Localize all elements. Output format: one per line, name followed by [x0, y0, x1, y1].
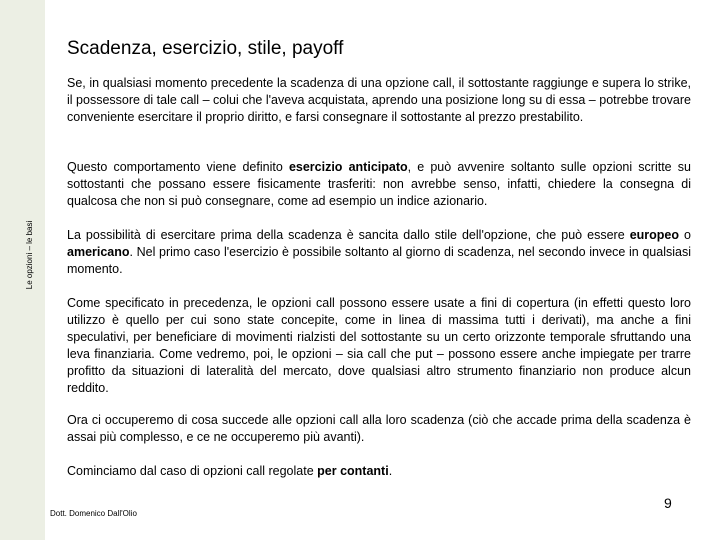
paragraph-3-text-after: . Nel primo caso l'esercizio è possibile soltanto al giorno di scadenza, nel secondo invece in qualsiasi momento.	[67, 245, 691, 276]
paragraph-3-text-before: La possibilità di esercitare prima della scadenza è sancita dallo stile dell'opzione, che può essere	[67, 228, 630, 242]
footer-author: Dott. Domenico Dall'Olio	[50, 509, 137, 518]
paragraph-3	[67, 227, 691, 278]
term-americano: americano	[67, 245, 130, 259]
paragraph-4: Come specificato in precedenza, le opzioni call possono essere usate a fini di copertura (in effetti questo loro utilizzo è quello per cui sono state concepite, come in linea di massima tutti i derivati), ma anche a fini speculativi, per beneficiare di movimenti rialzisti del sottostante su un certo orizzonte temporale sfruttando una leva finanziaria. Come vedremo, poi, le opzioni – sia call che put – possono essere anche impiegate per trarre profitto da situazioni di lateralità del mercato, dove qualsiasi altro strumento finanziario non produce alcun reddito.	[67, 296, 691, 395]
paragraph-2	[67, 159, 691, 210]
paragraph-2-text-before: Questo comportamento viene definito	[67, 160, 289, 174]
term-esercizio-anticipato: esercizio anticipato	[288, 160, 408, 174]
paragraph-5: Ora ci occuperemo di cosa succede alle opzioni call alla loro scadenza (ciò che accade prima della scadenza è assai più complesso, e ce ne occuperemo più avanti).	[67, 413, 691, 444]
slide-title: Scadenza, esercizio, stile, payoff	[67, 38, 344, 59]
section-label: Le opzioni – le basi	[25, 220, 34, 290]
paragraph-1: Se, in qualsiasi momento precedente la scadenza di una opzione call, il sottostante raggiunge e supera lo strike, il possessore di tale call – colui che l'aveva acquistata, aprendo una posizione long su di essa – potrebbe trovare conveniente esercitare il proprio diritto, e farsi consegnare il sottostante al prezzo prestabilito.	[67, 76, 691, 124]
paragraph-6	[67, 463, 691, 480]
page-number: 9	[664, 495, 672, 511]
side-band	[0, 0, 45, 540]
paragraph-6-text-after: .	[388, 464, 393, 478]
paragraph-6-text-before: Cominciamo dal caso di opzioni call regolate	[67, 464, 318, 478]
term-europeo: europeo	[629, 228, 680, 242]
term-per-contanti: per contanti	[317, 464, 389, 478]
paragraph-2-text-after: , e può avvenire soltanto sulle opzioni scritte su sottostanti che possano essere fisicamente trasferiti: non avrebbe senso, infatti, chiedere la consegna di qualcosa che non si può consegnare, come ad esempio un indice azionario.	[67, 160, 691, 208]
paragraph-3-text-middle: o	[679, 228, 691, 242]
